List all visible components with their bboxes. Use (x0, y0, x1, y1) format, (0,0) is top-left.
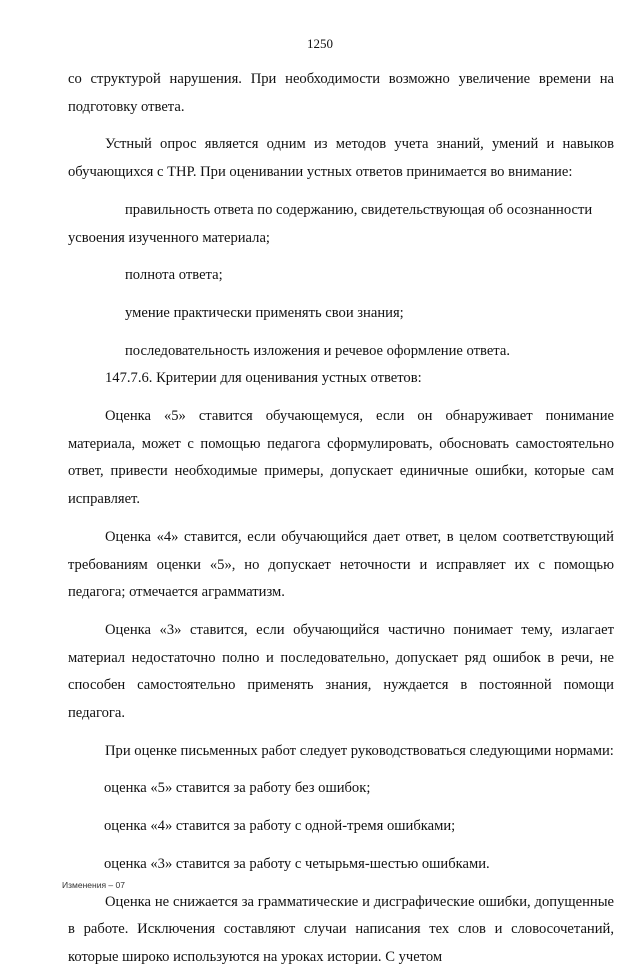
paragraph-1: со структурой нарушения. При необходимости возможно увеличение времени на подготовку ответа. (68, 71, 614, 115)
list-item-correctness (68, 197, 614, 252)
paragraph-written-works: При оценке письменных работ следует руководствоваться следующими нормами: (105, 742, 614, 759)
list-item-completeness: полнота ответа; (125, 267, 223, 284)
section-heading-criteria: 147.7.6. Критерии для оценивания устных ответов: (105, 370, 422, 387)
page-number: 1250 (307, 36, 333, 51)
list-item-correctness-line1: правильность ответа по содержанию, свидетельствующая об осознанности (125, 201, 593, 218)
paragraph-grade-3: Оценка «3» ставится, если обучающийся частично понимает тему, излагает материал недостаточно полно и последовательно, допускает ряд ошибок в речи, не способен самостоятельно применять знания, нуждается в постоянной помощи педагога. (68, 621, 614, 722)
norm-grade-4: оценка «4» ставится за работу с одной-тремя ошибками; (104, 818, 456, 835)
list-item-consistency: последовательность изложения и речевое оформление ответа. (125, 342, 510, 359)
footer-revision: Изменения – 07 (62, 880, 125, 890)
paragraph-grade-5: Оценка «5» ставится обучающемуся, если он обнаруживает понимание материала, может с помощью педагога сформулировать, обосновать самостоятельно ответ, привести необходимые примеры, допускает единичные ошибки, которые сам исправляет. (68, 408, 614, 508)
paragraph-grade-4: Оценка «4» ставится, если обучающийся дает ответ, в целом соответствующий требованиям оценки «5», но допускает неточности и исправляет их с помощью педагога; отмечается аграмматизм. (68, 528, 614, 601)
list-item-apply-knowledge: умение практически применять свои знания; (125, 304, 404, 321)
paragraph-grammar-errors: Оценка не снижается за грамматические и дисграфические ошибки, допущенные в работе. Исключения составляют случаи написания тех слов и словосочетаний, которые широко используются на уроках истории. С учетом (68, 893, 614, 965)
list-item-correctness-line2: усвоения изученного материала; (68, 229, 270, 246)
document-body (68, 66, 614, 972)
norm-grade-3: оценка «3» ставится за работу с четырьмя-шестью ошибками. (104, 855, 490, 872)
norm-grade-5: оценка «5» ставится за работу без ошибок; (104, 780, 371, 797)
paragraph-2: Устный опрос является одним из методов учета знаний, умений и навыков обучающихся с ТНР. При оценивании устных ответов принимается во внимание: (68, 136, 614, 181)
